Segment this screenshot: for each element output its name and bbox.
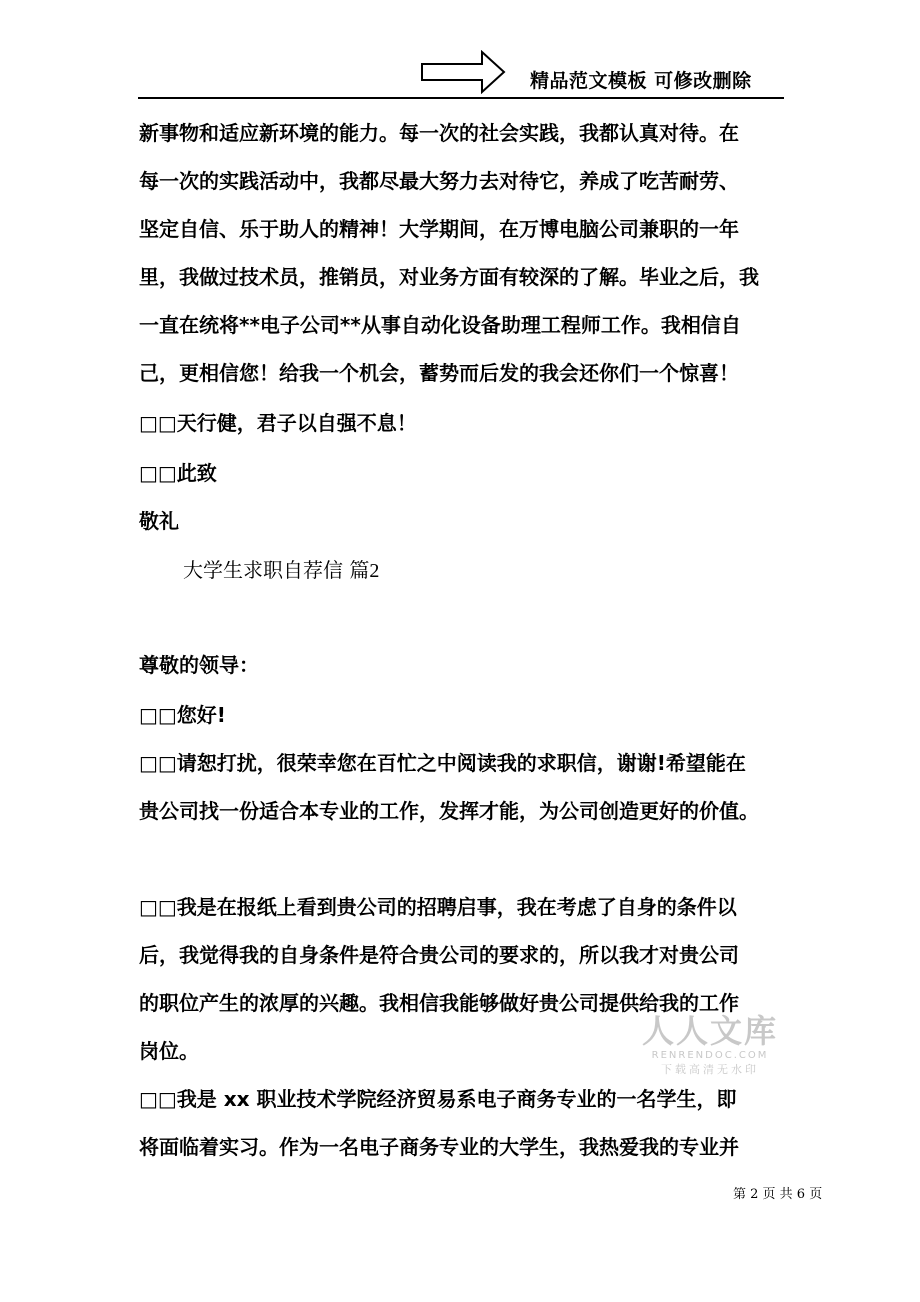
- body-line-6: 己，更相信您！给我一个机会，蓄势而后发的我会还你们一个惊喜！: [139, 361, 739, 385]
- letter-line-3: □□我是在报纸上看到贵公司的招聘启事，我在考虑了自身的条件以: [139, 895, 737, 919]
- watermark: [640, 1013, 780, 1077]
- letter-line-1: □□请恕打扰，很荣幸您在百忙之中阅读我的求职信，谢谢!希望能在: [139, 751, 746, 775]
- body-line-4: 里，我做过技术员，推销员，对业务方面有较深的了解。毕业之后，我: [139, 265, 759, 289]
- watermark-domain: RENRENDOC.COM: [651, 1050, 769, 1061]
- section-title-number: 2: [369, 560, 380, 582]
- letter-greeting: 尊敬的领导：: [139, 653, 259, 677]
- letter-hello: □□您好!: [139, 703, 226, 727]
- letter-line-6: 岗位。: [139, 1039, 199, 1063]
- page-number: 第 2 页 共 6 页: [733, 1187, 823, 1202]
- body-line-salute: 敬礼: [139, 509, 179, 533]
- section-title-text: 大学生求职自荐信 篇: [183, 558, 370, 582]
- watermark-logo: 人人文库: [641, 1012, 778, 1050]
- arrow-right-icon: [420, 50, 506, 94]
- header-text: 精品范文模板 可修改删除: [530, 70, 752, 92]
- letter-line-8: 将面临着实习。作为一名电子商务专业的大学生，我热爱我的专业并: [139, 1135, 739, 1159]
- body-line-3: 坚定自信、乐于助人的精神！大学期间，在万博电脑公司兼职的一年: [139, 217, 739, 241]
- letter-line-5: 的职位产生的浓厚的兴趣。我相信我能够做好贵公司提供给我的工作: [139, 991, 739, 1015]
- watermark-subtitle: 下载高清无水印: [661, 1063, 759, 1076]
- page-header: [0, 0, 920, 100]
- body-line-closing: □□此致: [139, 461, 217, 485]
- body-line-motto: □□天行健，君子以自强不息！: [139, 411, 417, 435]
- header-divider: [138, 97, 784, 99]
- section-title: [183, 557, 379, 584]
- letter-line-2: 贵公司找一份适合本专业的工作，发挥才能，为公司创造更好的价值。: [139, 799, 759, 823]
- letter-line-7: □□我是 xx 职业技术学院经济贸易系电子商务专业的一名学生，即: [139, 1087, 737, 1111]
- body-line-5: 一直在统将**电子公司**从事自动化设备助理工程师工作。我相信自: [139, 313, 741, 337]
- body-line-2: 每一次的实践活动中，我都尽最大努力去对待它，养成了吃苦耐劳、: [139, 169, 739, 193]
- body-line-1: 新事物和适应新环境的能力。每一次的社会实践，我都认真对待。在: [139, 121, 739, 145]
- letter-line-4: 后，我觉得我的自身条件是符合贵公司的要求的，所以我才对贵公司: [139, 943, 739, 967]
